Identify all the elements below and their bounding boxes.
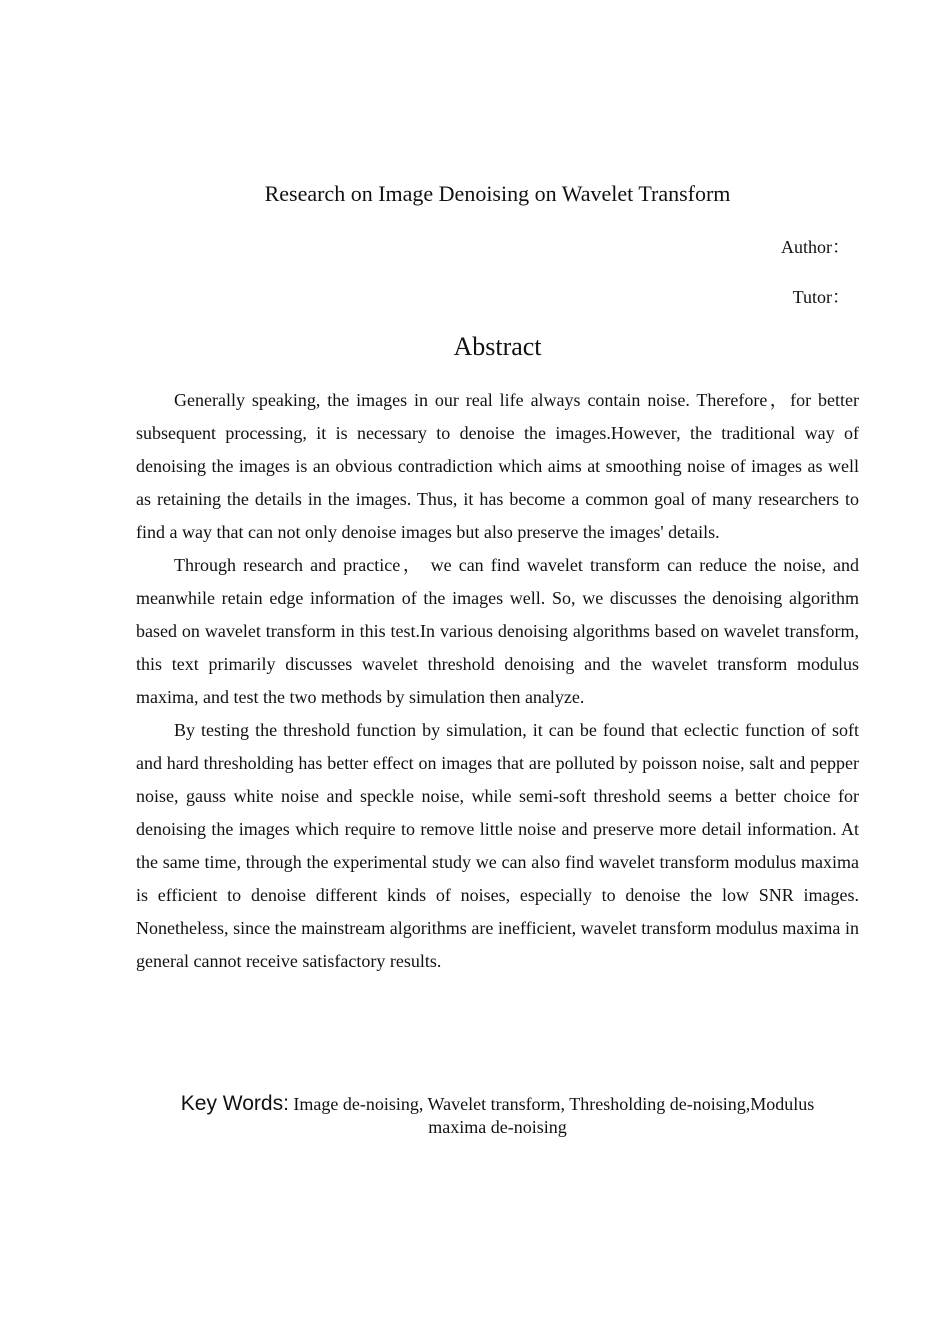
keywords-label: Key Words: xyxy=(180,1092,289,1115)
tutor-label: Tutor： xyxy=(792,287,850,307)
abstract-body xyxy=(136,384,859,978)
abstract-paragraph-2: Through research and practice， we can find wavelet transform can reduce the noise, and meanwhile retain edge information of the images well. So, we discusses the denoising algorithm based on wavelet transform in this test.In various denoising algorithms based on wavelet transform, this text primarily discusses wavelet threshold denoising and the wavelet transform modulus maxima, and test the two methods by simulation then analyze. xyxy=(136,555,859,707)
abstract-heading: Abstract xyxy=(453,332,542,361)
author-label: Author： xyxy=(781,237,850,257)
abstract-paragraph-1: Generally speaking, the images in our real life always contain noise. Therefore，for better subsequent processing, it is necessary to denoise the images.However, the traditional way of denoising the images is an obvious contradiction which aims at smoothing noise of images as well as retaining the details in the images. Thus, it has become a common goal of many researchers to find a way that can not only denoise images but also preserve the images' details. xyxy=(136,390,859,542)
keywords-text: Image de-noising, Wavelet transform, Thresholding de-noising,Modulus maxima de-noising xyxy=(288,1094,815,1137)
keywords-section xyxy=(150,1092,845,1139)
paper-title: Research on Image Denoising on Wavelet Transform xyxy=(264,181,731,206)
abstract-paragraph-3: By testing the threshold function by simulation, it can be found that eclectic function of soft and hard thresholding has better effect on images that are polluted by poisson noise, salt and pepper noise, gauss white noise and speckle noise, while semi-soft threshold seems a better choice for denoising the images which require to remove little noise and preserve more detail information. At the same time, through the experimental study we can also find wavelet transform modulus maxima is efficient to denoise different kinds of noises, especially to denoise the low SNR images. Nonetheless, since the mainstream algorithms are inefficient, wavelet transform modulus maxima in general cannot receive satisfactory results. xyxy=(136,720,859,971)
